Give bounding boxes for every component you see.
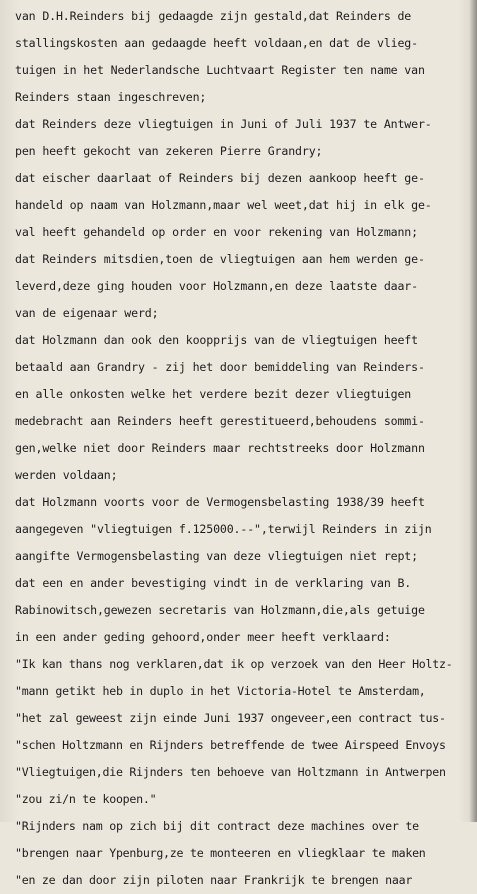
text-line: dat Reinders mitsdien,toen de vliegtuigen aan hem werden ge- [15,252,425,266]
text-line: aangifte Vermogensbelasting van deze vliegtuigen niet rept; [15,549,418,563]
text-line: dat een en ander bevestiging vindt in de verklaring van B. [15,576,412,590]
text-line: dat Reinders deze vliegtuigen in Juni of Juli 1937 te Antwer- [15,117,432,131]
text-line: handeld op naam van Holzmann,maar wel weet,dat hij in elk ge- [15,198,432,212]
text-line: en alle onkosten welke het verdere bezit dezer vliegtuigen [15,387,412,401]
quote-line: "mann getikt heb in duplo in het Victoria-Hotel te Amsterdam, [15,684,426,698]
quote-line: "Vliegtuigen,die Rijnders ten behoeve van Holtzmann in Antwerpen [15,765,446,779]
document-body [15,3,470,894]
quote-line: "Ik kan thans nog verklaren,dat ik op verzoek van den Heer Holtz- [15,657,453,671]
text-line: tuigen in het Nederlandsche Luchtvaart Register ten name van [15,63,425,77]
text-line: pen heeft gekocht van zekeren Pierre Grandry; [15,144,323,158]
text-line: werden voldaan; [15,468,118,482]
text-line: van de eigenaar werd; [15,306,159,320]
quote-line: "schen Holtzmann en Rijnders betreffende de twee Airspeed Envoys [15,738,446,752]
text-line: aangegeven "vliegtuigen f.125000.--",terwijl Reinders in zijn [15,522,432,536]
text-line: stallingskosten aan gedaagde heeft voldaan,en dat de vlieg- [15,36,418,50]
text-line: dat eischer daarlaat of Reinders bij dezen aankoop heeft ge- [15,171,425,185]
text-line: gen,welke niet door Reinders maar rechtstreeks door Holzmann [15,441,425,455]
text-line: medebracht aan Reinders heeft gerestitueerd,behoudens sommi- [15,414,425,428]
quote-line: "en ze dan door zijn piloten naar Frankrijk te brengen naar [15,873,413,887]
text-line: dat Holzmann dan ook den koopprijs van de vliegtuigen heeft [15,333,418,347]
text-line: Rabinowitsch,gewezen secretaris van Holzmann,die,als getuige [15,603,425,617]
text-line: van D.H.Reinders bij gedaagde zijn gestald,dat Reinders de [15,9,412,23]
text-line: in een ander geding gehoord,onder meer heeft verklaard: [15,630,391,644]
quote-line: "brengen naar Ypenburg,ze te monteeren en vliegklaar te maken [15,846,426,860]
text-line: dat Holzmann voorts voor de Vermogensbelasting 1938/39 heeft [15,495,425,509]
quote-line: "zou zi/n te koopen." [15,792,157,806]
quote-line: "Rijnders nam op zich bij dit contract deze machines over te [15,819,419,833]
text-line: betaald aan Grandry - zij het door bemiddeling van Reinders- [15,360,425,374]
text-line: val heeft gehandeld op order en voor rekening van Holzmann; [15,225,418,239]
text-line: Reinders staan ingeschreven; [15,90,207,104]
quote-line: "het zal geweest zijn einde Juni 1937 ongeveer,een contract tus- [15,711,446,725]
text-line: leverd,deze ging houden voor Holzmann,en deze laatste daar- [15,279,418,293]
page-edge-shadow [469,0,477,822]
